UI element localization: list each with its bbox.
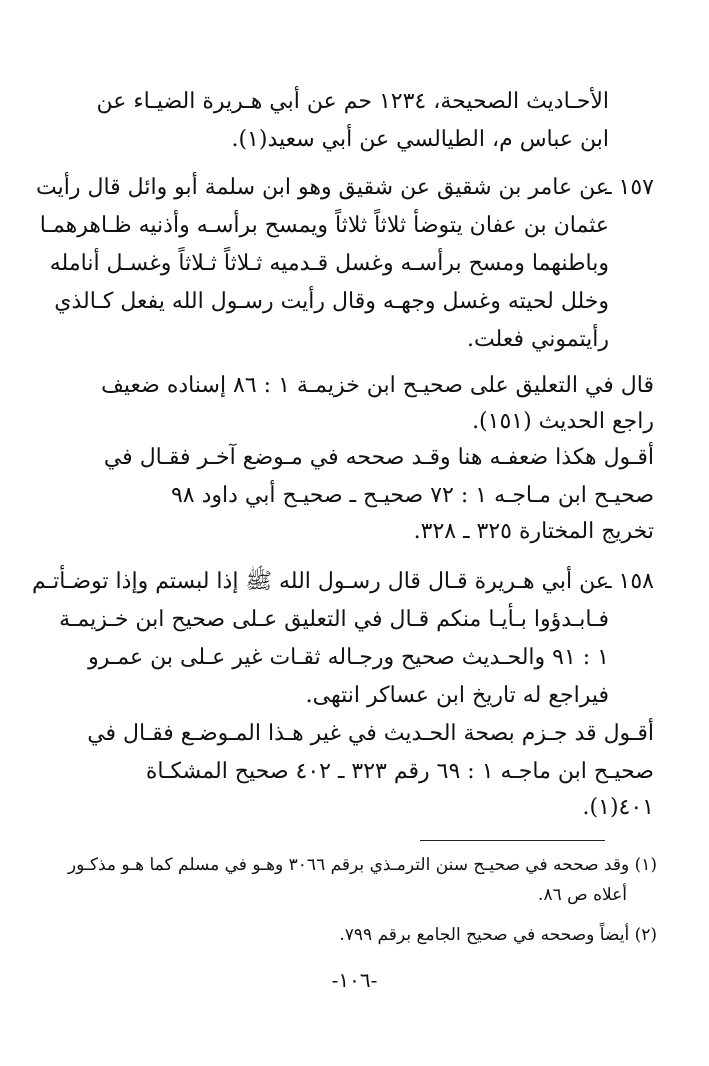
hadith-157-line-5: رأيتموني فعلت. — [466, 327, 609, 352]
hadith-157-number: ١٥٧ ـ — [605, 175, 654, 200]
hadith-158-aqul-2: صحيـح ابن ماجـه ١ : ٦٩ رقم ٣٢٣ ـ ٤٠٢ صحيح المشكـاة — [145, 759, 654, 784]
hadith-158-aqul-3: ٤٠١(١). — [582, 795, 654, 820]
hadith-157-comment-1: قال في التعليق على صحيـح ابن خزيمـة ١ : ٨٦ إسناده ضعيف — [101, 373, 654, 398]
hadith-158-number: ١٥٨ ـ — [605, 569, 654, 594]
footnote-separator — [420, 840, 605, 841]
hadith-158-line-3: ١ : ٩١ والحـديث صحيح ورجـاله ثقـات غير عـلى بن عمـرو — [88, 645, 609, 670]
hadith-157-line-2: عثمان بن عفان يتوضأ ثلاثاً ثلاثاً ويمسح برأسـه وأذنيه ظـاهرهمـا — [39, 213, 609, 238]
hadith-157-comment-2: راجع الحديث (١٥١). — [472, 409, 654, 434]
footnote-1-line-1: (١) وقد صححه في صحيـح سنن الترمـذي برقم ٣٠٦٦ وهـو في مسلم كما هـو مذكـور — [67, 855, 657, 875]
continuation-line-1: الأحـاديث الصحيحة، ١٢٣٤ حم عن أبي هـريرة الضيـاء عن — [96, 89, 609, 114]
hadith-158-line-4: فيراجع له تاريخ ابن عساكر انتهى. — [305, 683, 609, 708]
hadith-157-aqul-1: أقـول هكذا ضعفـه هنا وقـد صححه في مـوضع آخـر فقـال في — [103, 445, 654, 470]
footnote-1-line-2: أعلاه ص ٨٦. — [538, 885, 627, 905]
footnote-2: (٢) أيضاً وصححه في صحيح الجامع برقم ٧٩٩. — [339, 925, 657, 945]
hadith-157-aqul-2: صحيـح ابن مـاجـه ١ : ٧٢ صحيـح ـ صحيـح أبي داود ٩٨ — [170, 483, 654, 508]
hadith-157-line-4: وخلل لحيته وغسل وجهـه وقال رأيت رسـول الله يفعل كـالذي — [54, 289, 609, 314]
hadith-158-aqul-1: أقـول قد جـزم بصحة الحـديث في غير هـذا المـوضـع فقـال في — [87, 721, 654, 746]
hadith-158-line-1: عن أبي هـريرة قـال قال رسـول الله ﷺ إذا لبستم وإذا توضـأتـم — [32, 569, 609, 594]
hadith-158-line-2: فـابـدؤوا بـأيـا منكم قـال في التعليق عـلى صحيح ابن خـزيمـة — [59, 607, 609, 632]
hadith-157-line-1: عن عامر بن شقيق عن شقيق وهو ابن سلمة أبو وائل قال رأيت — [36, 175, 609, 200]
hadith-157-line-3: وباطنهما ومسح برأسـه وغسل قـدميه ثـلاثاً ثـلاثاً وغسـل أنامله — [49, 251, 609, 276]
continuation-line-2: ابن عباس م، الطيالسي عن أبي سعيد(١). — [231, 127, 609, 152]
hadith-157-aqul-3: تخريج المختارة ٣٢٥ ـ ٣٢٨. — [413, 519, 654, 544]
page-number: -١٠٦- — [331, 968, 378, 992]
